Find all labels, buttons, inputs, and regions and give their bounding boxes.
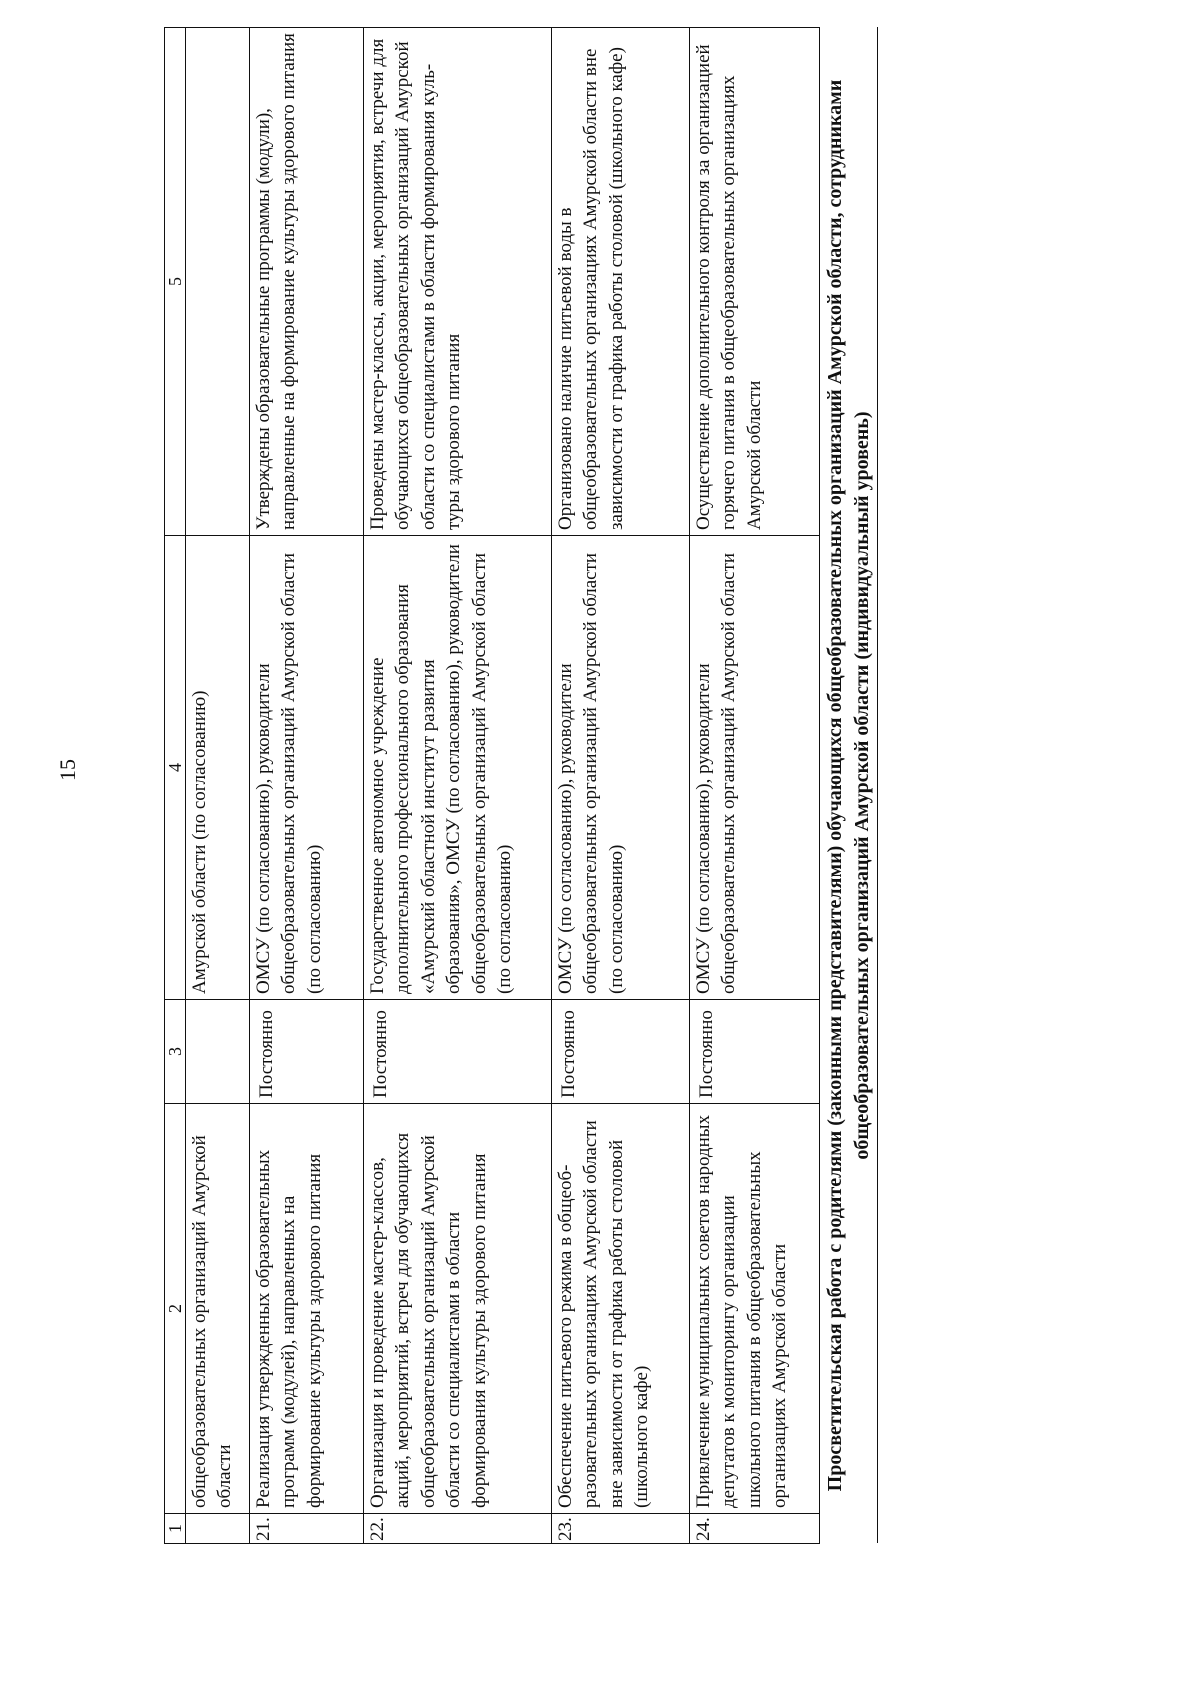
row-number-cell: 22. xyxy=(364,1514,552,1544)
responsible-cell: ОМСУ (по согласованию), руководители общеобразовательных организаций Амурской области xyxy=(690,536,820,1000)
action-plan-table xyxy=(164,27,878,1544)
row-number-cell: 24. xyxy=(690,1514,820,1544)
table-row xyxy=(250,28,364,1544)
period-cell: Постоянно xyxy=(250,1000,364,1104)
column-number: 2 xyxy=(165,1104,186,1514)
table-row xyxy=(364,28,552,1544)
period-cell xyxy=(186,1000,250,1104)
result-cell: Организовано наличие питьевой воды в общеобразовательных организациях Амурской области вне зависимости от графика работы столовой (школьного кафе) xyxy=(552,28,690,536)
period-cell: Постоянно xyxy=(552,1000,690,1104)
table-row xyxy=(690,28,820,1544)
event-cell: общеобразовательных организаций Амурской области xyxy=(186,1104,250,1514)
column-number: 1 xyxy=(165,1514,186,1544)
event-cell: Организация и проведение мастер-классов, акций, мероприятий, встреч для обучающихся общеобразовательных организаций Амурской области со специалистами в области формирования культуры здорового питания xyxy=(364,1104,552,1514)
row-number-cell: 23. xyxy=(552,1514,690,1544)
rotated-page xyxy=(164,28,873,1544)
row-number-cell xyxy=(186,1514,250,1544)
column-number: 4 xyxy=(165,536,186,1000)
section-heading: Просветительская работа с родителями (законными представителями) обучающихся общеобразовательных организаций Амурской области, сотрудниками общеобразовательных организаций Амурской области (индивидуальный уровень) xyxy=(820,28,878,1544)
table-row xyxy=(552,28,690,1544)
result-cell: Осуществление дополнительного контроля за организацией горячего питания в общеобразовательных организациях Амурской области xyxy=(690,28,820,536)
page-number: 15 xyxy=(55,759,80,781)
column-number: 5 xyxy=(165,28,186,536)
event-cell: Привлечение муниципальных советов народных депутатов к мониторингу организации школьного питания в общеобразовательных организациях Амурской области xyxy=(690,1104,820,1514)
section-heading-row xyxy=(820,28,878,1544)
table-row-continuation xyxy=(186,28,250,1544)
responsible-cell: Государственное автономное учреждение дополнительного профессионального образования «Амурский областной институт развития образования», ОМСУ (по согласованию), руководители общеобразовательных организаций Амурской области (по согласованию) xyxy=(364,536,552,1000)
result-cell xyxy=(186,28,250,536)
responsible-cell: ОМСУ (по согласованию), руководители общеобразовательных организаций Амурской области (по согласованию) xyxy=(250,536,364,1000)
column-number: 3 xyxy=(165,1000,186,1104)
period-cell: Постоянно xyxy=(364,1000,552,1104)
responsible-cell: ОМСУ (по согласованию), руководители общеобразовательных организаций Амурской области (по согласованию) xyxy=(552,536,690,1000)
responsible-cell: Амурской области (по согласованию) xyxy=(186,536,250,1000)
result-cell: Утверждены образовательные программы (модули), направленные на формирование культуры здорового питания xyxy=(250,28,364,536)
result-cell: Проведены мастер-классы, акции, мероприятия, встречи для обучающихся общеобразовательных организаций Амурской области со специалистами в области формирования культуры здорового питания xyxy=(364,28,552,536)
row-number-cell: 21. xyxy=(250,1514,364,1544)
event-cell: Обеспечение питьевого режима в общеобразовательных организациях Амурской области вне зависимости от графика работы столовой (школьного кафе) xyxy=(552,1104,690,1514)
column-number-row xyxy=(165,28,186,1544)
period-cell: Постоянно xyxy=(690,1000,820,1104)
event-cell: Реализация утвержденных образовательных программ (модулей), направленных на формирование культуры здорового питания xyxy=(250,1104,364,1514)
